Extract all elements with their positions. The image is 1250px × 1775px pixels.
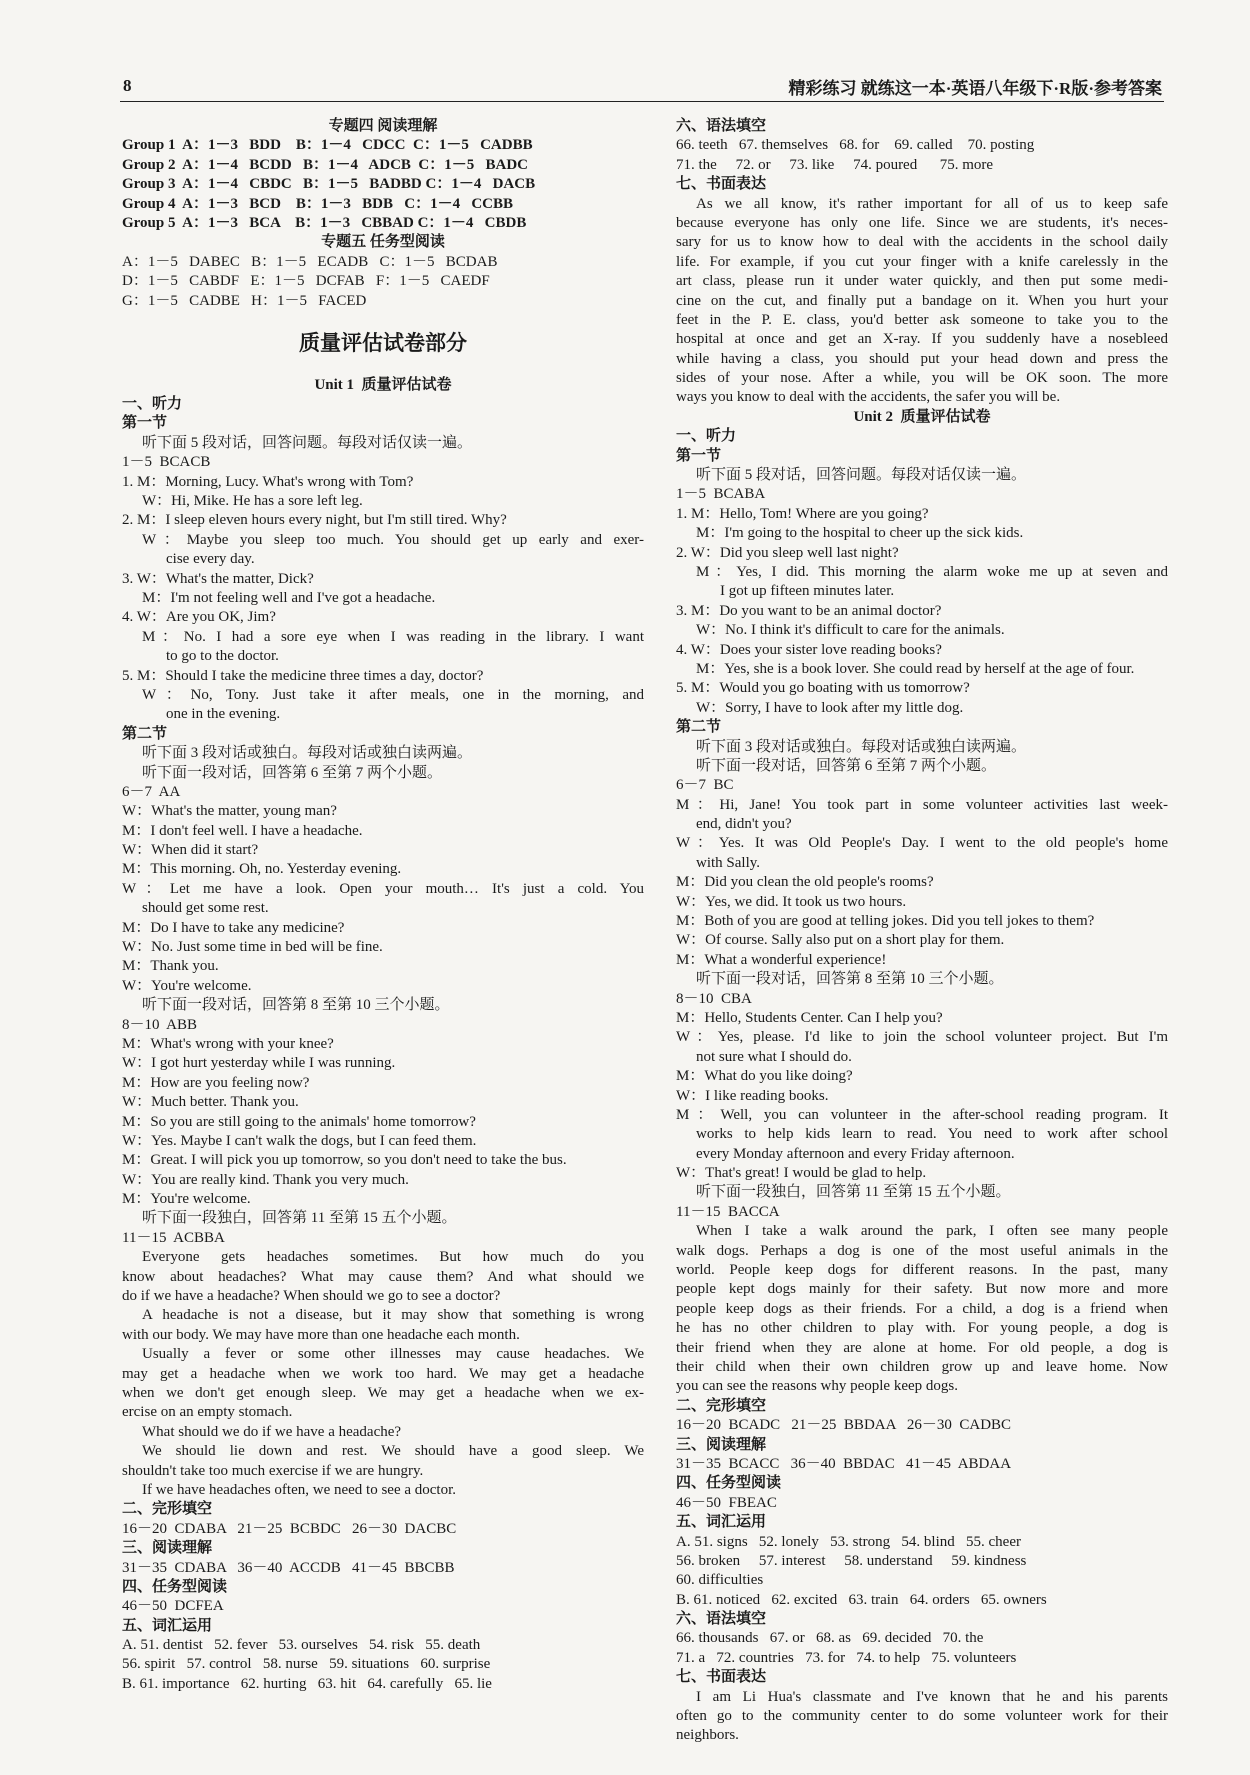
text-line: 56. broken 57. interest 58. understand 59. kindness <box>676 1552 1027 1569</box>
header-rule <box>120 101 1164 102</box>
text-line: W：Sorry, I have to look after my little dog. <box>696 699 964 716</box>
text-line: people kept dogs mainly for their safety. But now more and more <box>676 1281 1168 1298</box>
text-line: 46－50 DCFEA <box>122 1598 224 1615</box>
running-header-title: 精彩练习 就练这一本·英语八年级下·R版·参考答案 <box>788 79 1162 98</box>
text-line: when we don't get enough sleep. We may get a headache when we ex- <box>122 1385 644 1401</box>
text-line: 听下面一段对话，回答第 8 至第 10 三个小题。 <box>142 997 450 1014</box>
text-line: 11－15 BACCA <box>676 1203 780 1220</box>
text-line: M：This morning. Oh, no. Yesterday evening. <box>122 861 402 878</box>
spacer <box>122 356 644 375</box>
text-line: 3. W：What's the matter, Dick? <box>122 570 314 587</box>
text-line: he has no other children to play with. For young people, a dog is <box>676 1320 1168 1337</box>
text-line: W：Hi, Mike. He has a sore left leg. <box>142 493 363 510</box>
text-line: M：You're welcome. <box>122 1191 251 1208</box>
text-line: 听下面 5 段对话，回答问题。每段对话仅读一遍。 <box>696 467 1027 484</box>
text-line: W：When did it start? <box>122 842 259 859</box>
text-line: 听下面 3 段对话或独白。每段对话或独白读两遍。 <box>696 738 1027 755</box>
text-line: people keep dogs as their friends. For a child, a dog is a friend when <box>676 1300 1168 1317</box>
text-line: 6－7 BC <box>676 777 734 794</box>
text-line: ercise on an empty stomach. <box>122 1404 293 1421</box>
text-line: one in the evening. <box>166 706 281 723</box>
subsection-heading: 五、词汇运用 <box>676 1514 767 1531</box>
text-line: M：What do you like doing? <box>676 1068 853 1085</box>
text-line: W：What's the matter, young man? <box>122 803 337 820</box>
text-line: W：No, Tony. Just take it after meals, one in the morning, and <box>142 686 644 703</box>
subsection-heading: 一、听力 <box>122 396 183 413</box>
text-line: sary for us to know how to deal with the accidents in the school daily <box>676 234 1168 251</box>
text-line: 16－20 CDABA 21－25 BCBDC 26－30 DACBC <box>122 1520 457 1537</box>
text-line: not sure what I should do. <box>696 1048 852 1065</box>
text-line: 8－10 CBA <box>676 990 752 1007</box>
text-line: What should we do if we have a headache? <box>142 1423 402 1440</box>
text-line: 56. spirit 57. control 58. nurse 59. situations 60. surprise <box>122 1656 491 1673</box>
text-line: art class, please run it under water quickly, and then put some medi- <box>676 273 1168 290</box>
text-line: 1. M：Hello, Tom! Where are you going? <box>676 505 929 522</box>
text-line: 听下面一段对话，回答第 6 至第 7 两个小题。 <box>696 757 997 774</box>
text-line: end, didn't you? <box>696 816 792 833</box>
text-line: M：Hi, Jane! You took part in some volunteer activities last week- <box>676 796 1168 813</box>
text-line: M：Great. I will pick you up tomorrow, so you don't need to take the bus. <box>122 1152 567 1169</box>
text-line: Everyone gets headaches sometimes. But how much do you <box>142 1249 644 1266</box>
text-line: to go to the doctor. <box>166 648 279 665</box>
text-line: 5. M：Should I take the medicine three times a day, doctor? <box>122 667 484 684</box>
text-line: life. For example, if you cut your finger with a knife carelessly in the <box>676 253 1168 270</box>
text-line: 听下面 5 段对话，回答问题。每段对话仅读一遍。 <box>142 434 473 451</box>
text-line: 1－5 BCABA <box>676 486 766 503</box>
text-line: W：Yes, please. I'd like to join the school volunteer project. But I'm <box>676 1029 1168 1046</box>
text-line: 听下面一段独白，回答第 11 至第 15 五个小题。 <box>696 1184 1011 1201</box>
text-line: 16－20 BCADC 21－25 BBDAA 26－30 CADBC <box>676 1417 1012 1434</box>
text-line: W：Of course. Sally also put on a short play for them. <box>676 932 1005 949</box>
text-line: W：Much better. Thank you. <box>122 1094 299 1111</box>
text-line: W：Yes. Maybe I can't walk the dogs, but I can feed them. <box>122 1132 477 1149</box>
text-line: W：Let me have a look. Open your mouth… It's just a cold. You <box>122 880 644 897</box>
text-line: may get a headache when we work too hard. We may get a headache <box>122 1365 644 1382</box>
text-line: M：I don't feel well. I have a headache. <box>122 822 363 839</box>
section-heading: 专题四 阅读理解 <box>328 118 438 134</box>
text-line: their child when their own children grow up and leave home. Now <box>676 1359 1168 1375</box>
text-line: I am Li Hua's classmate and I've known that he and his parents <box>696 1688 1168 1705</box>
text-line: M：What's wrong with your knee? <box>122 1035 334 1052</box>
text-line: their friend when they are alone at home. For old people, a dog is <box>676 1339 1168 1356</box>
text-line: neighbors. <box>676 1727 739 1744</box>
subsection-heading: 五、词汇运用 <box>122 1617 213 1634</box>
text-line: A：1－5 DABEC B：1－5 ECADB C：1－5 BCDAB <box>122 253 498 270</box>
text-line: A. 51. signs 52. lonely 53. strong 54. blind 55. cheer <box>676 1533 1021 1550</box>
section-heading: 质量评估试卷部分 <box>299 331 467 356</box>
text-line: 听下面一段对话，回答第 8 至第 10 三个小题。 <box>696 971 1004 988</box>
text-line: M：Both of you are good at telling jokes. Did you tell jokes to them? <box>676 913 1095 930</box>
subsection-heading: 七、书面表达 <box>676 1669 767 1686</box>
text-line: 11－15 ACBBA <box>122 1229 225 1246</box>
text-line: ways you know to deal with the accidents, the safer you will be. <box>676 389 1061 406</box>
text-line: 6－7 AA <box>122 783 181 800</box>
text-line: 31－35 CDABA 36－40 ACCDB 41－45 BBCBB <box>122 1559 455 1576</box>
subsection-heading: 四、任务型阅读 <box>676 1475 782 1492</box>
text-line: A. 51. dentist 52. fever 53. ourselves 54. risk 55. death <box>122 1637 481 1654</box>
text-line: Usually a fever or some other illnesses may cause headaches. We <box>142 1346 644 1363</box>
text-line: walk dogs. Perhaps a dog is one of the most useful animals in the <box>676 1242 1168 1259</box>
subsection-heading: 一、听力 <box>676 428 737 445</box>
subsection-heading: 四、任务型阅读 <box>122 1578 228 1595</box>
text-line: world. People keep dogs for different reasons. In the past, many <box>676 1262 1168 1279</box>
text-line: do if we have a headache? When should we go to see a doctor? <box>122 1288 501 1305</box>
text-line: I got up fifteen minutes later. <box>720 583 895 600</box>
text-line: 1－5 BCACB <box>122 454 211 471</box>
subsection-heading: 二、完形填空 <box>122 1501 213 1518</box>
text-line: M：No. I had a sore eye when I was reading in the library. I want <box>142 628 644 645</box>
text-line: W：I got hurt yesterday while I was running. <box>122 1055 396 1072</box>
text-line: 71. the 72. or 73. like 74. poured 75. more <box>676 156 994 173</box>
text-line: you can see the reasons why people keep dogs. <box>676 1378 958 1395</box>
text-line: 46－50 FBEAC <box>676 1494 777 1511</box>
text-line: 60. difficulties <box>676 1572 764 1589</box>
section-heading: 专题五 任务型阅读 <box>321 234 445 251</box>
text-line: W：No. I think it's difficult to care for the animals. <box>696 622 1005 639</box>
text-line: D：1－5 CABDF E：1－5 DCFAB F：1－5 CAEDF <box>122 273 490 290</box>
text-line: works to help kids learn to read. You need to work after school <box>696 1126 1168 1143</box>
text-line: 1. M：Morning, Lucy. What's wrong with Tom? <box>122 473 414 490</box>
text-line: M：I'm going to the hospital to cheer up the sick kids. <box>696 525 1024 542</box>
text-line: W：Yes, we did. It took us two hours. <box>676 893 907 910</box>
text-line: M：Do I have to take any medicine? <box>122 919 345 936</box>
text-line: should get some rest. <box>142 900 269 917</box>
spacer <box>122 311 644 330</box>
text-line: W：That's great! I would be glad to help. <box>676 1165 927 1182</box>
text-line: M：Yes, she is a book lover. She could read by herself at the age of four. <box>696 660 1135 677</box>
text-line: hospital at once and get an X-ray. If you suddenly have a nosebleed <box>676 331 1168 348</box>
subsection-heading: 第一节 <box>122 415 168 432</box>
text-line: with Sally. <box>696 854 761 871</box>
text-line: while having a class, you should put your head down and press the <box>676 350 1168 367</box>
text-line: with our body. We may have more than one headache each month. <box>122 1326 520 1343</box>
text-line: often go to the community center to do some volunteer work for their <box>676 1708 1168 1725</box>
subsection-heading: Group 1 A：1－3 BDD B：1－4 CDCC C：1－5 CADBB <box>122 137 533 154</box>
text-line: 2. M：I sleep eleven hours every night, but I'm still tired. Why? <box>122 512 507 529</box>
text-line: 4. W：Does your sister love reading books? <box>676 641 942 658</box>
text-line: sides of your nose. After a while, you will be OK soon. The more <box>676 370 1168 387</box>
text-line: A headache is not a disease, but it may show that something is wrong <box>142 1307 644 1324</box>
text-line: 31－35 BCACC 36－40 BBDAC 41－45 ABDAA <box>676 1455 1012 1472</box>
text-line: M：What a wonderful experience! <box>676 951 887 968</box>
text-line: 4. W：Are you OK, Jim? <box>122 609 276 626</box>
text-line: M：I'm not feeling well and I've got a headache. <box>142 589 436 606</box>
text-line: 3. M：Do you want to be an animal doctor? <box>676 602 942 619</box>
text-line: 71. a 72. countries 73. for 74. to help 75. volunteers <box>676 1649 1017 1666</box>
subsection-heading: 六、语法填空 <box>676 1611 767 1628</box>
subsection-heading: Group 3 A：1－4 CBDC B：1－5 BADBD C：1－4 DACB <box>122 176 536 193</box>
subsection-heading: 三、阅读理解 <box>676 1436 767 1453</box>
subsection-heading: 二、完形填空 <box>676 1397 767 1414</box>
text-line: When I take a walk around the park, I often see many people <box>696 1223 1168 1240</box>
text-line: W：No. Just some time in bed will be fine. <box>122 939 383 956</box>
subsection-heading: 第二节 <box>676 719 722 736</box>
text-line: 2. W：Did you sleep well last night? <box>676 544 899 561</box>
text-line: B. 61. importance 62. hurting 63. hit 64. carefully 65. lie <box>122 1675 492 1692</box>
subsection-heading: Group 5 A：1－3 BCA B：1－3 CBBAD C：1－4 CBDB <box>122 214 527 231</box>
text-line: M：Hello, Students Center. Can I help you? <box>676 1009 943 1026</box>
subsection-heading: 第一节 <box>676 447 722 464</box>
text-line: 听下面一段独白，回答第 11 至第 15 五个小题。 <box>142 1210 457 1227</box>
subsection-heading: 七、书面表达 <box>676 176 767 193</box>
text-line: M：So you are still going to the animals' home tomorrow? <box>122 1113 476 1130</box>
text-line: If we have headaches often, we need to see a doctor. <box>142 1481 457 1498</box>
text-line: every Monday afternoon and every Friday afternoon. <box>696 1145 1015 1162</box>
section-heading: Unit 2 质量评估试卷 <box>853 408 991 425</box>
text-line: W：You are really kind. Thank you very much. <box>122 1171 409 1188</box>
subsection-heading: Group 2 A：1－4 BCDD B：1－4 ADCB C：1－5 BADC <box>122 156 529 173</box>
text-line: W：You're welcome. <box>122 977 252 994</box>
text-line: know about headaches? What may cause them? And what should we <box>122 1268 644 1285</box>
section-heading: Unit 1 质量评估试卷 <box>314 376 452 393</box>
subsection-heading: 三、阅读理解 <box>122 1540 213 1557</box>
text-line: 5. M：Would you go boating with us tomorrow? <box>676 680 970 697</box>
text-line: M：Thank you. <box>122 958 219 975</box>
text-line: M：Yes, I did. This morning the alarm woke me up at seven and <box>696 563 1168 580</box>
left-column <box>122 117 644 1694</box>
text-line: because everyone has only one life. Since we are students, it's neces- <box>676 214 1168 231</box>
text-line: feet in the P. E. class, you'd better ask someone to take you to the <box>676 311 1168 328</box>
text-line: We should lie down and rest. We should have a good sleep. We <box>142 1443 644 1460</box>
text-line: 66. teeth 67. themselves 68. for 69. called 70. posting <box>676 137 1035 154</box>
text-line: cise every day. <box>166 551 255 568</box>
text-line: B. 61. noticed 62. excited 63. train 64. orders 65. owners <box>676 1591 1047 1608</box>
text-line: 66. thousands 67. or 68. as 69. decided 70. the <box>676 1630 984 1647</box>
text-line: M：Well, you can volunteer in the after-school reading program. It <box>676 1106 1168 1123</box>
text-line: W：Yes. It was Old People's Day. I went to the old people's home <box>676 835 1168 852</box>
subsection-heading: 六、语法填空 <box>676 118 767 134</box>
subsection-heading: Group 4 A：1－3 BCD B：1－3 BDB C：1－4 CCBB <box>122 195 514 212</box>
text-line: M：Did you clean the old people's rooms? <box>676 874 934 891</box>
text-line: G：1－5 CADBE H：1－5 FACED <box>122 292 367 309</box>
page-number: 8 <box>123 76 132 95</box>
text-line: 听下面一段对话，回答第 6 至第 7 两个小题。 <box>142 764 443 781</box>
text-line: shouldn't take too much exercise if we are hungry. <box>122 1462 424 1479</box>
text-line: cine on the cut, and finally put a bandage on it. When you hurt your <box>676 292 1168 309</box>
text-line: As we all know, it's rather important for all of us to keep safe <box>696 195 1168 212</box>
subsection-heading: 第二节 <box>122 725 168 742</box>
text-line: W：I like reading books. <box>676 1087 829 1104</box>
text-line: 8－10 ABB <box>122 1016 198 1033</box>
text-line: W：Maybe you sleep too much. You should get up early and exer- <box>142 531 644 548</box>
text-line: 听下面 3 段对话或独白。每段对话或独白读两遍。 <box>142 745 473 762</box>
text-line: M：How are you feeling now? <box>122 1074 310 1091</box>
right-column <box>676 117 1168 1746</box>
